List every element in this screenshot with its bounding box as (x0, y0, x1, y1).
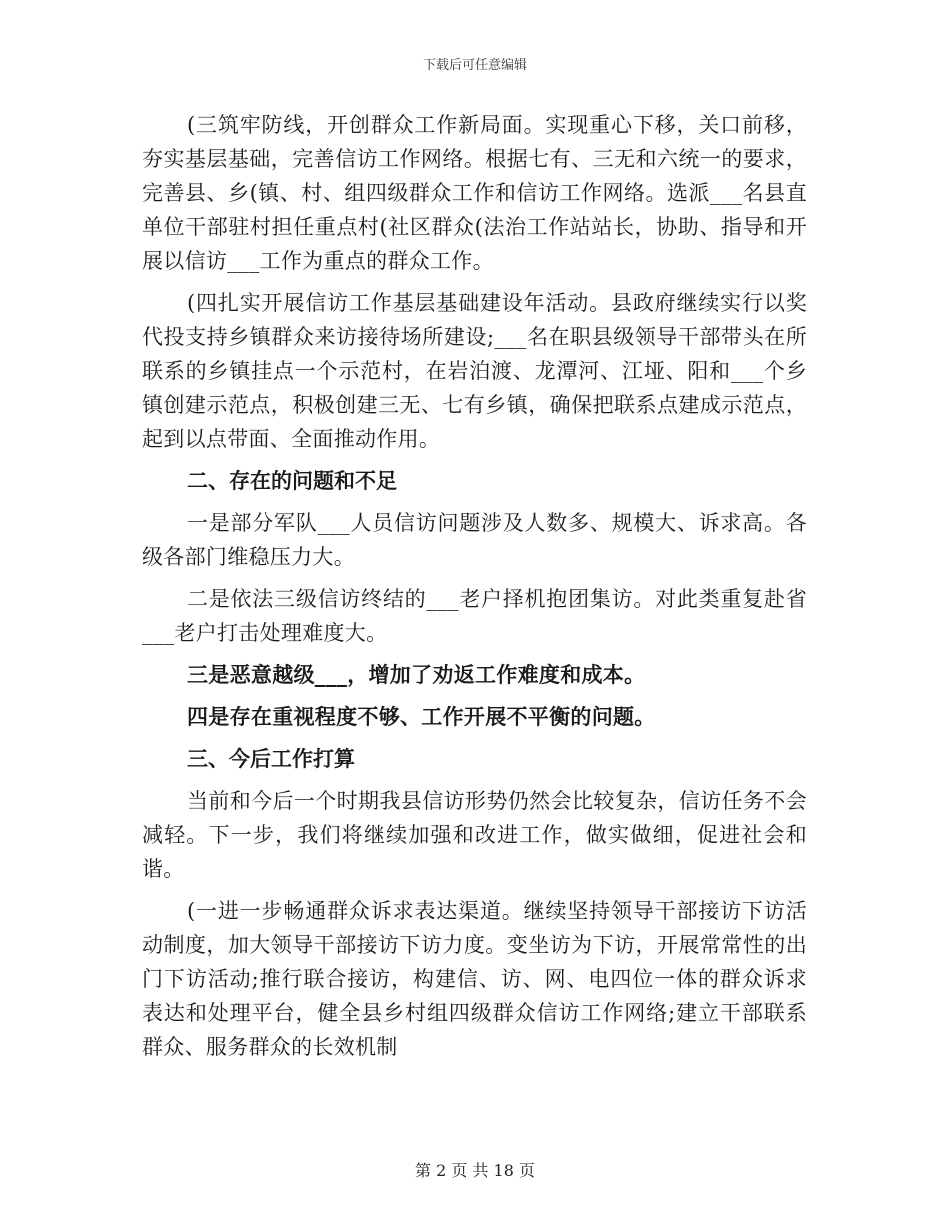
paragraph-problem-four: 四是存在重视程度不够、工作开展不平衡的问题。 (187, 705, 656, 729)
document-body (142, 108, 807, 1072)
paragraph-problem-two: 二是依法三级信访终结的___老户择机抱团集访。对此类重复赴省___老户打击处理难度大。 (142, 587, 807, 645)
paragraph-grassroots-construction: (四扎实开展信访工作基层基础建设年活动。县政府继续实行以奖代投支持乡镇群众来访接待场所建设;___名在职县级领导干部带头在所联系的乡镇挂点一个示范村，在岩泊渡、龙潭河、江垭、阳和___个乡镇创建示范点，积极创建三无、七有乡镇，确保把联系点建成示范点，起到以点带面、全面推动作用。 (142, 291, 807, 451)
section-heading-future-plans: 三、今后工作打算 (187, 747, 355, 771)
section-heading-problems: 二、存在的问题和不足 (187, 469, 397, 493)
paragraph-future-channels: (一进一步畅通群众诉求表达渠道。继续坚持领导干部接访下访活动制度，加大领导干部接访下访力度。变坐访为下访，开展常常性的出门下访活动;推行联合接访，构建信、访、网、电四位一体的群众诉求表达和处理平台，健全县乡村组四级群众信访工作网络;建立干部联系群众、服务群众的长效机制 (142, 899, 807, 1059)
page-footer: 第 2 页 共 18 页 (415, 1161, 535, 1180)
paragraph-future-overview: 当前和今后一个时期我县信访形势仍然会比较复杂，信访任务不会减轻。下一步，我们将继续加强和改进工作，做实做细，促进社会和谐。 (142, 789, 807, 881)
paragraph-problem-three: 三是恶意越级___，增加了劝返工作难度和成本。 (187, 663, 646, 687)
paragraph-strengthen-defense: (三筑牢防线，开创群众工作新局面。实现重心下移，关口前移，夯实基层基础，完善信访工作网络。根据七有、三无和六统一的要求，完善县、乡(镇、村、组四级群众工作和信访工作网络。选派___名县直单位干部驻村担任重点村(社区群众(法治工作站站长，协助、指导和开展以信访___工作为重点的群众工作。 (142, 113, 807, 273)
page-header: 下载后可任意编辑 (422, 58, 527, 73)
paragraph-problem-one: 一是部分军队___人员信访问题涉及人数多、规模大、诉求高。各级各部门维稳压力大。 (142, 511, 807, 569)
